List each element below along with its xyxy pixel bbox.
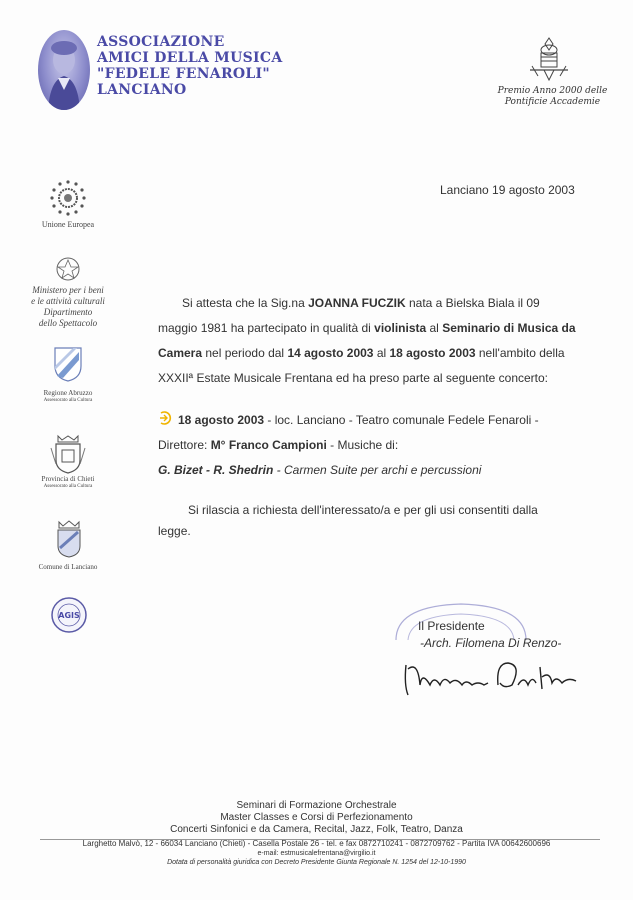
para2-line-1: Si rilascia a richiesta dell'interessato/a e per gli usi consentiti dalla — [188, 503, 538, 517]
student-name: JOANNA FUCZIK — [308, 296, 406, 310]
award-line-1: Premio Anno 2000 delle — [497, 86, 608, 96]
para1-line-3 — [158, 341, 578, 366]
chieti-line-1: Provincia di Chieti — [41, 475, 95, 483]
ministry-line-3: Dipartimento — [43, 307, 93, 317]
agis-label: AGIS — [58, 611, 80, 620]
composers: G. Bizet - R. Shedrin — [158, 463, 274, 477]
concert-date: 18 agosto 2003 — [178, 413, 265, 427]
association-name — [97, 34, 283, 98]
para1-line-2 — [158, 316, 578, 341]
footer-contacts — [0, 838, 633, 867]
chieti-label — [30, 475, 106, 491]
para1-text-d: al — [426, 321, 443, 335]
association-portrait-logo — [38, 30, 90, 110]
seminar-name-a: Seminario di Musica da — [442, 321, 576, 335]
concert-line-3 — [158, 458, 578, 483]
assoc-line-2: AMICI DELLA MUSICA — [97, 50, 283, 66]
period-from: 14 agosto 2003 — [287, 346, 374, 360]
footer-line-3: Concerti Sinfonici e da Camera, Recital, Jazz, Folk, Teatro, Danza — [170, 824, 463, 835]
abruzzo-shield-icon — [53, 346, 83, 382]
concert-details — [158, 408, 578, 483]
handwritten-signature-icon — [400, 655, 590, 699]
assoc-line-1: ASSOCIAZIONE — [97, 34, 225, 50]
para2-line-2: legge. — [158, 524, 191, 538]
award-line-2: Pontificie Accademie — [504, 97, 601, 107]
para1-text-f: al — [373, 346, 390, 360]
letter-date: Lanciano 19 agosto 2003 — [440, 183, 575, 197]
papal-emblem-icon — [522, 36, 576, 82]
concert-line-1 — [158, 408, 578, 433]
para1-text-c: maggio 1981 ha partecipato in qualità di — [158, 321, 375, 335]
footer-address: Larghetto Malvò, 12 - 66034 Lanciano (Chieti) - Casella Postale 26 - tel. e fax 0872710241 - 0872709762 - Partita IVA 00642600696 — [82, 839, 551, 848]
period-to: 18 agosto 2003 — [389, 346, 476, 360]
director-name: M° Franco Campioni — [210, 438, 327, 452]
para1-line-1 — [158, 291, 578, 316]
footer — [0, 800, 633, 836]
abruzzo-line-1: Regione Abruzzo — [43, 389, 93, 397]
footer-legal: Dotata di personalità giuridica con Decreto Presidente Giunta Regionale N. 1254 del 12-10-1990 — [167, 859, 466, 866]
ministry-line-2: e le attività culturali — [31, 296, 105, 306]
closing-paragraph — [158, 500, 578, 542]
concert-venue: - loc. Lanciano - Teatro comunale Fedele Fenaroli - — [264, 413, 539, 427]
lanciano-label: Comune di Lanciano — [38, 563, 98, 571]
assoc-line-3: "FEDELE FENAROLI" — [97, 66, 270, 82]
music-label: - Musiche di: — [326, 438, 399, 452]
abruzzo-label — [30, 389, 106, 405]
para1-text-g: nell'ambito della — [475, 346, 565, 360]
concert-work: - Carmen Suite per archi e percussioni — [273, 463, 482, 477]
ministry-emblem-icon — [55, 256, 81, 282]
chieti-line-2: Assessorato alla Cultura — [43, 484, 93, 489]
director-label: Direttore: — [158, 438, 211, 452]
para1-line-4: XXXIIª Estate Musicale Frentana ed ha preso parte al seguente concerto: — [158, 371, 548, 385]
eu-stars-icon — [48, 178, 88, 218]
footer-line-2: Master Classes e Corsi di Perfezionamento — [220, 812, 413, 823]
student-role: violinista — [374, 321, 427, 335]
seminar-name-b: Camera — [158, 346, 203, 360]
abruzzo-line-2: Assessorato alla Cultura — [43, 398, 93, 403]
para1-text-e: nel periodo dal — [202, 346, 288, 360]
footer-email: e-mail: estmusicalefrentana@virgilio.it — [257, 850, 376, 857]
president-title: Il Presidente — [418, 619, 485, 633]
ministry-label — [28, 285, 108, 329]
concert-line-2 — [158, 433, 578, 458]
award-text — [495, 86, 610, 108]
ministry-line-1: Ministero per i beni — [32, 285, 104, 295]
lanciano-crest-icon — [55, 518, 83, 558]
signer-name: -Arch. Filomena Di Renzo- — [420, 636, 562, 650]
ministry-line-4: dello Spettacolo — [38, 318, 98, 328]
eu-label: Unione Europea — [41, 220, 95, 229]
attestation-paragraph — [158, 291, 578, 391]
para1-text-a: Si attesta che la Sig.na — [182, 296, 309, 310]
chieti-crest-icon — [50, 434, 86, 474]
footer-line-1: Seminari di Formazione Orchestrale — [236, 800, 397, 811]
assoc-line-4: LANCIANO — [97, 82, 187, 98]
para1-text-b: nata a Bielska Biala il 09 — [405, 296, 540, 310]
